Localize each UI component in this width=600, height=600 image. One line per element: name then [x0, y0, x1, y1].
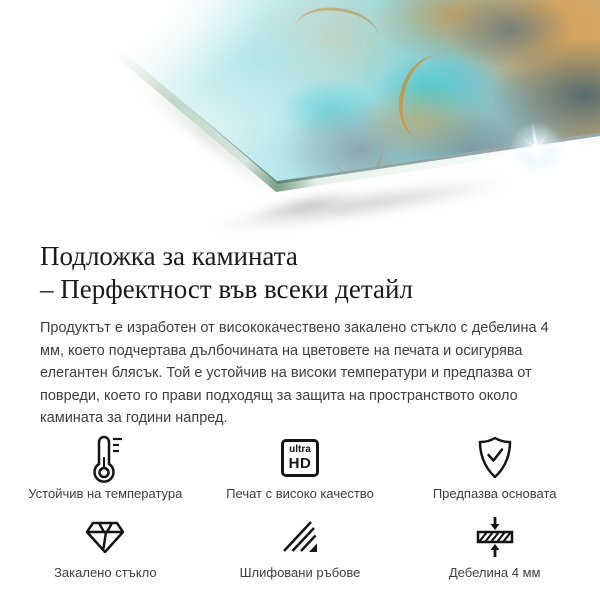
thickness-icon: [475, 516, 515, 558]
polished-edges-icon: [282, 519, 318, 555]
feature-label: Печат с високо качество: [226, 485, 374, 501]
page-title: [40, 240, 560, 306]
feature-item-thickness: [397, 513, 592, 580]
product-description: Продуктът е изработен от висококачествено закалено стъкло с дебелина 4 мм, което подчертава дълбочината на цветовете на печата и осигурява елегантен блясък. Той е устойчив на високи температури и предпазва от повреди, което го прави подходящ за защита на пространството около камината за години напред.: [40, 320, 549, 426]
shield-check-icon: [476, 436, 514, 480]
product-photo: [0, 0, 600, 236]
feature-label: Устойчив на температура: [28, 485, 183, 501]
white-fade-overlay: [0, 0, 600, 236]
feature-label: Предпазва основата: [432, 485, 557, 501]
page-title-line1: Подложка за камината: [40, 241, 298, 271]
feature-item-print-quality: [203, 434, 398, 501]
thermometer-icon: [87, 433, 123, 483]
feature-item-tempered-glass: [8, 513, 203, 580]
diamond-icon: [85, 519, 125, 555]
feature-item-protects-base: [397, 434, 592, 501]
page-title-line2: – Перфектност във всеки детайл: [40, 274, 413, 304]
ultra-hd-icon: ultra HD: [281, 439, 319, 477]
feature-item-temperature: [8, 434, 203, 501]
feature-grid: [8, 434, 592, 580]
feature-label: Закалено стъкло: [54, 564, 157, 580]
feature-item-polished-edges: [203, 513, 398, 580]
feature-label: Дебелина 4 мм: [448, 564, 541, 580]
feature-label: Шлифовани ръбове: [239, 564, 361, 580]
